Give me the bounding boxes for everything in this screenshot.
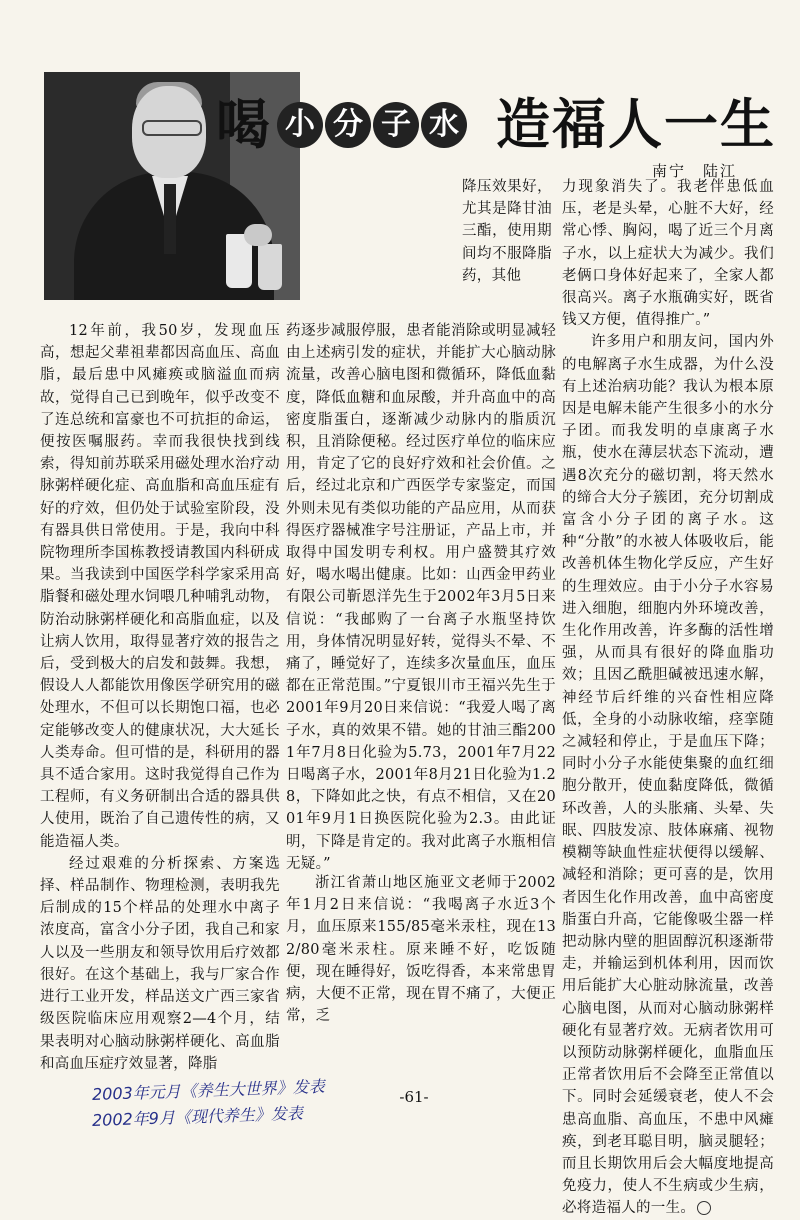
paragraph (562, 331, 774, 1219)
paragraph: 浙江省萧山地区施亚文老师于2002年1月2日来信说：“我喝离子水近3个月，血压原来155/85毫米汞柱，现在132/80毫米汞柱。原来睡不好，吃饭随便，现在睡得好，饭吃得香，本来常患胃病，大便不正常，现在胃不痛了，大便正常，乏 (286, 875, 556, 1025)
title-circle-char: 子 (373, 102, 419, 148)
paragraph-text: 许多用户和朋友问，国内外的电解离子水生成器，为什么没有上述治病功能？我认为根本原因是电解未能产生很多小的水分子团。而我发明的卓康离子水瓶，使水在薄层状态下流动，遭遇8次充分的磁切割，将天然水的缔合大分子簇团，充分切割成富含小分子团的离子水。这种“分散”的水被人体吸收后，能改善机体生物化学反应，产生好的生理效应。由于小分子水容易进入细胞，细胞内外环境改善，生化作用改善，许多酶的活性增强，从而具有很好的降血脂功效；且因乙酰胆碱被迅速水解，神经节后纤维的兴奋性相应降低，全身的小动脉收缩，痉挛随之减轻和停止，于是血压下降；同时小分子水能使集聚的血红细胞分散开，使血黏度降低，微循环改善，人的头胀痛、头晕、失眠、四肢发凉、肢体麻痛、视物模糊等缺血性症状便得以缓解、减轻和消除；更可喜的是，饮用者因生化作用改善，血中高密度脂蛋白升高，它能像吸尘器一样把动脉内壁的胆固醇沉积逐渐带走，并输运到机体利用，因而饮用后能扩大心脏动脉流量，改善心脑电图，从而对心脑动脉粥样硬化有显著疗效。无病者饮用可以预防动脉粥样硬化，血脂血压正常者饮用后不会降至正常值以下。同时会延缓衰老，使人不会患高血脂、高血压，不患中风瘫痪，到老耳聪目明，脑灵腿轻；而且长期饮用后会大幅度地提高免疫力，使人不生病或少生病，必将造福人的一生。 (562, 334, 774, 1217)
handwritten-note: 2003年元月《养生大世界》发表 (91, 1076, 325, 1104)
column-2 (286, 320, 556, 875)
column-1 (40, 320, 280, 1075)
title-circle-char: 小 (277, 102, 323, 148)
page-number: -61- (399, 1088, 429, 1106)
title-circle-char: 水 (421, 102, 467, 148)
title-suffix: 造福人一生 (496, 93, 776, 156)
title-prefix: 喝 (216, 93, 272, 156)
paragraph: 力现象消失了。我老伴患低血压，老是头晕，心脏不大好，经常心悸、胸闷，喝了近三个月离子水，以上症状大为减少。我们老俩口身体好起来了，全家人都很高兴。离子水瓶确实好，既省钱又方便，值得推广。” (562, 179, 774, 329)
column-2-bottom (286, 872, 556, 1027)
paragraph: 经过艰难的分析探索、方案选择、样品制作、物理检测，表明我先后制成的15个样品的处理水中离子浓度高，富含小分子团，我自己和家人以及一些朋友和领导饮用后疗效都很好。在这个基础上，我与厂家合作进行工业开发，样品送文广西三家省级医院临床应用观察2—4个月，结果表明对心脑动脉粥样硬化、高血脂和高血压症疗效显著，降脂 (40, 855, 280, 1072)
handwritten-note: 2002年9月《现代养生》发表 (91, 1103, 304, 1130)
title-circled-chars (276, 102, 468, 148)
article-title (216, 92, 776, 158)
photo-wrap-text: 降压效果好，尤其是降甘油三酯，使用期间均不服降脂药，其他 (462, 179, 552, 284)
column-3 (562, 176, 774, 1220)
paragraph: 12年前，我50岁，发现血压高，想起父辈祖辈都因高血压、高血脂，最后患中风瘫痪或脑溢血而病故，觉得自己已到晚年，似乎改变不了连总统和富豪也不可抗拒的命运，便按医嘱服药。幸而我很快找到线索，得知前苏联采用磁处理水治疗动脉粥样硬化症、高血脂和高血压症有好的疗效，但仍处于试验室阶段，没有器具供日常使用。于是，我向中科院物理所李国栋教授请教国内科研成果。当我读到中国医学科学家采用高脂餐和磁处理水饲喂几种哺乳动物，防治动脉粥样硬化和高脂血症，以及让病人饮用，取得显著疗效的报告之后，受到极大的启发和鼓舞。我想，假设人人都能饮用像医学研究用的磁处理水，不但可以长期饱口福，也必定能够改变人的健康状况，大大延长人类寿命。但可惜的是，科研用的器具不适合家用。这时我觉得自己作为工程师，有义务研制出合适的器具供人使用，既治了自己遗传性的病，又能造福人类。 (40, 323, 280, 850)
paragraph: 药逐步减服停服，患者能消除或明显减轻由上述病引发的症状，并能扩大心脑动脉流量，改善心脑电图和微循环，降低血黏度，降低血糖和血尿酸，并升高血中的高密度脂蛋白，逐渐减少动脉内的脂质沉积，且消除便秘。经过医疗单位的临床应用，肯定了它的良好疗效和社会价值。之后，经过北京和广西医学专家鉴定，而国外则未见有类似功能的产品应用，从而获得医疗器械准字号注册证，产品上市，并取得中国发明专利权。用户盛赞其疗效好，喝水喝出健康。比如：山西金甲药业有限公司靳恩洋先生于2002年3月5日来信说：“我邮购了一台离子水瓶坚持饮用，身体情况明显好转，觉得头不晕、不痛了，睡觉好了，连续多次量血压，血压都在正常范围。”宁夏银川市王福兴先生于2001年9月20日来信说：“我爱人喝了离子水，真的效果不错。她的甘油三酯2001年7月8日化验为5.73，2001年7月22日喝离子水，2001年8月21日化验为1.28，下降如此之快，有点不相信，又在2001年9月1日换医院化验为2.3。由此证明，下降是肯定的。我对此离子水瓶相信无疑。” (286, 323, 556, 872)
article-author: 南宁 陆江 (652, 162, 738, 180)
end-mark-icon (697, 1201, 711, 1215)
title-circle-char: 分 (325, 102, 371, 148)
